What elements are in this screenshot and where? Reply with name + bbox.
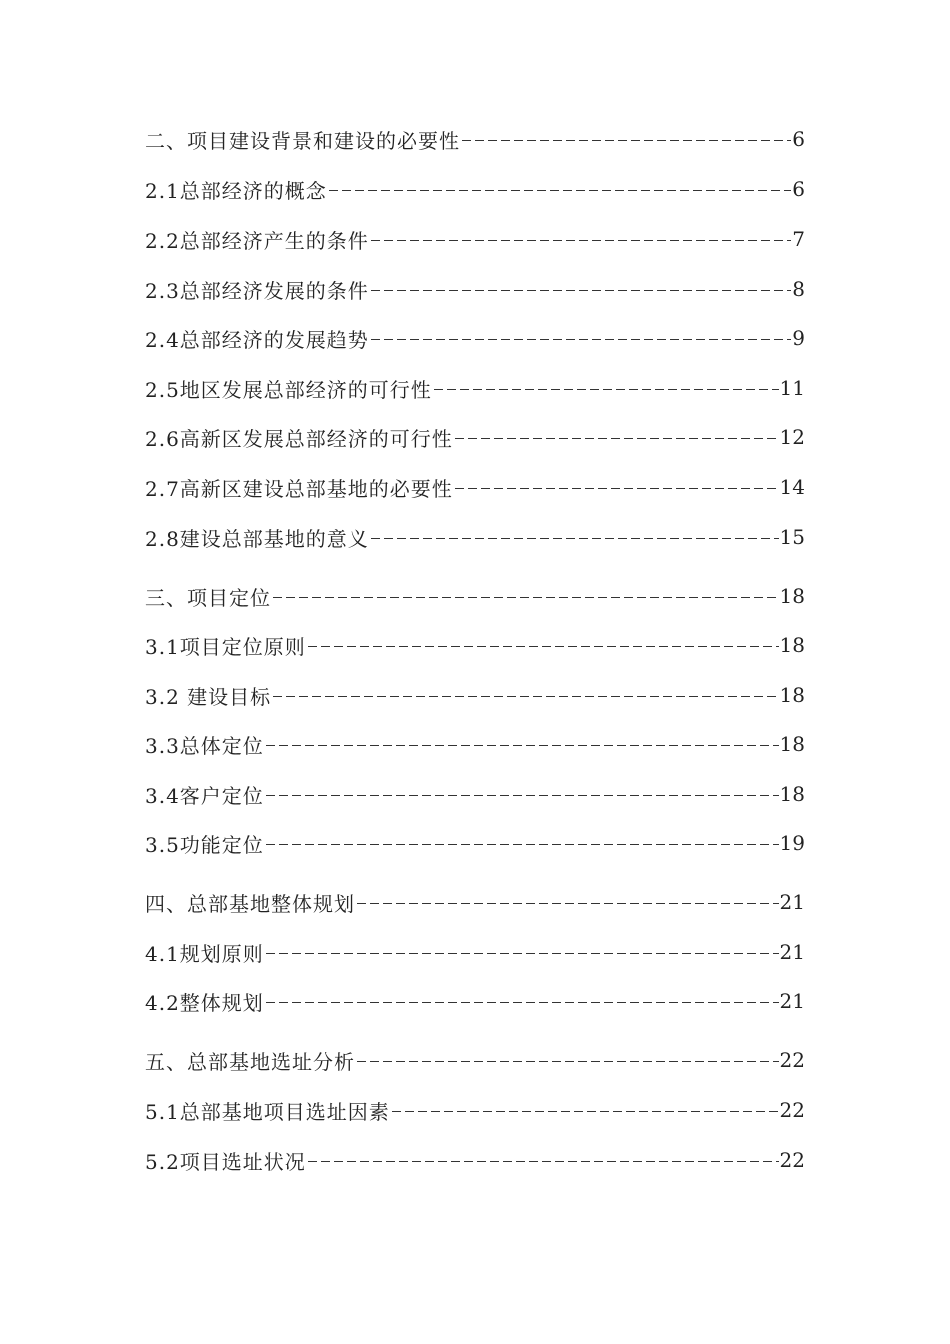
toc-entry-page: 19 <box>779 831 805 855</box>
toc-entry-page: 22 <box>779 1098 805 1122</box>
toc-entry-2-1[interactable] <box>145 174 805 204</box>
toc-entry-3-3[interactable] <box>145 729 805 759</box>
dot-leader <box>455 438 779 439</box>
toc-entry-title: 2.2总部经济产生的条件 <box>145 228 369 253</box>
toc-entry-page: 6 <box>792 177 805 201</box>
toc-entry-page: 12 <box>779 425 805 449</box>
toc-entry-2-2[interactable] <box>145 224 805 254</box>
toc-entry-page: 14 <box>779 475 805 499</box>
toc-entry-title: 4.2整体规划 <box>145 990 264 1015</box>
dot-leader <box>266 745 779 746</box>
toc-entry-title: 3.1项目定位原则 <box>145 634 306 659</box>
toc-entry-5-2[interactable] <box>145 1145 805 1175</box>
toc-entry-page: 9 <box>792 326 805 350</box>
toc-entry-page: 18 <box>779 732 805 756</box>
toc-entry-3-1[interactable] <box>145 630 805 660</box>
toc-entry-2-7[interactable] <box>145 472 805 502</box>
toc-entry-title: 2.6高新区发展总部经济的可行性 <box>145 426 453 451</box>
toc-entry-title: 4.1规划原则 <box>145 941 264 966</box>
toc-entry-title: 3.2 建设目标 <box>145 684 272 709</box>
toc-entry-title: 2.4总部经济的发展趋势 <box>145 327 369 352</box>
toc-entry-page: 18 <box>779 584 805 608</box>
toc-entry-title: 3.5功能定位 <box>145 832 264 857</box>
toc-entry-2-8[interactable] <box>145 522 805 552</box>
dot-leader <box>266 844 779 845</box>
dot-leader <box>371 240 791 241</box>
toc-entry-page: 18 <box>779 782 805 806</box>
dot-leader <box>266 1002 779 1003</box>
dot-leader <box>308 1161 779 1162</box>
toc-entry-title: 3.4客户定位 <box>145 783 264 808</box>
toc-entry-title: 二、项目建设背景和建设的必要性 <box>145 128 460 153</box>
dot-leader <box>455 488 779 489</box>
dot-leader <box>266 953 779 954</box>
toc-entry-page: 6 <box>792 127 805 151</box>
toc-entry-title: 2.8建设总部基地的意义 <box>145 526 369 551</box>
toc-entry-title: 2.7高新区建设总部基地的必要性 <box>145 476 453 501</box>
toc-entry-page: 22 <box>779 1048 805 1072</box>
toc-entry-page: 15 <box>779 525 805 549</box>
toc-entry-title: 2.3总部经济发展的条件 <box>145 278 369 303</box>
toc-entry-title: 3.3总体定位 <box>145 733 264 758</box>
toc-entry-2-3[interactable] <box>145 274 805 304</box>
toc-entry-section-2[interactable] <box>145 124 805 154</box>
toc-entry-title: 2.1总部经济的概念 <box>145 178 327 203</box>
toc-entry-page: 18 <box>779 683 805 707</box>
toc-entry-page: 21 <box>779 940 805 964</box>
toc-entry-2-6[interactable] <box>145 422 805 452</box>
dot-leader <box>329 190 791 191</box>
toc-entry-page: 8 <box>792 277 805 301</box>
toc-entry-page: 21 <box>779 890 805 914</box>
toc-entry-title: 四、总部基地整体规划 <box>145 891 355 916</box>
toc-entry-section-3[interactable] <box>145 581 805 611</box>
toc-entry-4-1[interactable] <box>145 937 805 967</box>
toc-entry-5-1[interactable] <box>145 1095 805 1125</box>
dot-leader <box>462 140 791 141</box>
toc-entry-title: 五、总部基地选址分析 <box>145 1049 355 1074</box>
toc-entry-3-2[interactable] <box>145 680 805 710</box>
dot-leader <box>371 290 791 291</box>
toc-entry-3-5[interactable] <box>145 828 805 858</box>
toc-entry-title: 5.2项目选址状况 <box>145 1149 306 1174</box>
toc-entry-section-5[interactable] <box>145 1045 805 1075</box>
toc-entry-2-5[interactable] <box>145 373 805 403</box>
toc-entry-2-4[interactable] <box>145 323 805 353</box>
dot-leader <box>392 1111 779 1112</box>
toc-entry-title: 2.5地区发展总部经济的可行性 <box>145 377 432 402</box>
toc-entry-3-4[interactable] <box>145 779 805 809</box>
toc-entry-4-2[interactable] <box>145 986 805 1016</box>
toc-entry-page: 11 <box>779 376 805 400</box>
dot-leader <box>308 646 779 647</box>
dot-leader <box>434 389 779 390</box>
dot-leader <box>371 538 779 539</box>
dot-leader <box>273 696 778 697</box>
toc-entry-page: 22 <box>779 1148 805 1172</box>
toc-entry-title: 三、项目定位 <box>145 585 271 610</box>
dot-leader <box>266 795 779 796</box>
dot-leader <box>357 903 779 904</box>
toc-entry-section-4[interactable] <box>145 887 805 917</box>
dot-leader <box>371 339 791 340</box>
toc-entry-page: 7 <box>792 227 805 251</box>
dot-leader <box>273 597 779 598</box>
toc-entry-page: 21 <box>779 989 805 1013</box>
toc-entry-page: 18 <box>779 633 805 657</box>
dot-leader <box>357 1061 779 1062</box>
toc-entry-title: 5.1总部基地项目选址因素 <box>145 1099 390 1124</box>
